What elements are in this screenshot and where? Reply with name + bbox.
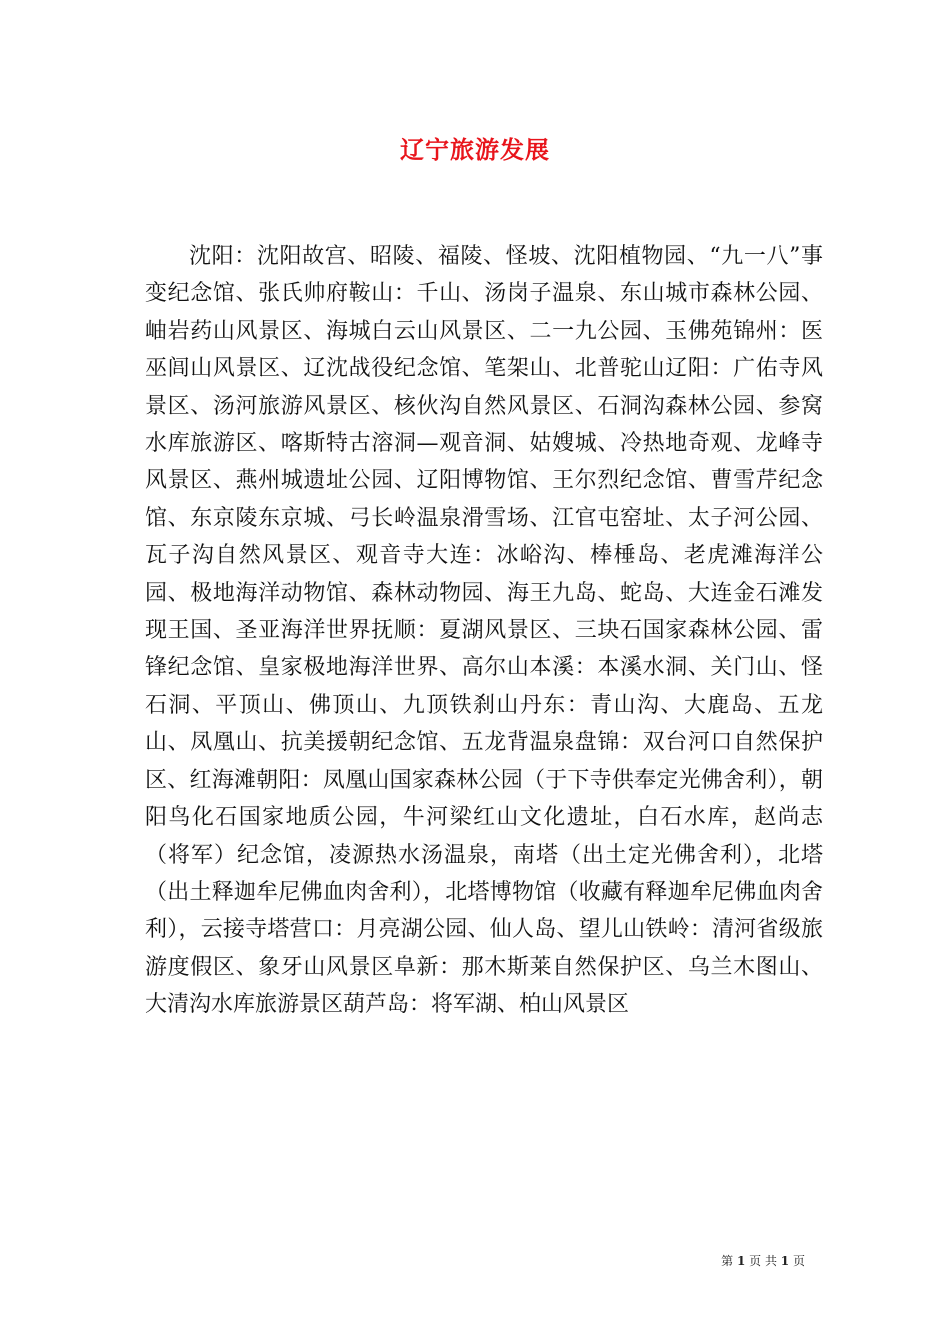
footer-total-pages: 1: [780, 1254, 790, 1268]
footer-prefix: 第: [721, 1254, 734, 1268]
document-body-paragraph: 沈阳：沈阳故宫、昭陵、福陵、怪坡、沈阳植物园、“九一八”事变纪念馆、张氏帅府鞍山：千山、汤岗子温泉、东山城市森林公园、岫岩药山风景区、海城白云山风景区、二一九公园、玉佛苑锦州：医巫闾山风景区、辽沈战役纪念馆、笔架山、北普驼山辽阳：广佑寺风景区、汤河旅游风景区、核伙沟自然风景区、石洞沟森林公园、参窝水库旅游区、喀斯特古溶洞—观音洞、姑嫂城、冷热地奇观、龙峰寺风景区、燕州城遗址公园、辽阳博物馆、王尔烈纪念馆、曹雪芹纪念馆、东京陵东京城、弓长岭温泉滑雪场、江官屯窑址、太子河公园、瓦子沟自然风景区、观音寺大连：冰峪沟、棒棰岛、老虎滩海洋公园、极地海洋动物馆、森林动物园、海王九岛、蛇岛、大连金石滩发现王国、圣亚海洋世界抚顺：夏湖风景区、三块石国家森林公园、雷锋纪念馆、皇家极地海洋世界、高尔山本溪：本溪水洞、关门山、怪石洞、平顶山、佛顶山、九顶铁刹山丹东：青山沟、大鹿岛、五龙山、凤凰山、抗美援朝纪念馆、五龙背温泉盘锦：双台河口自然保护区、红海滩朝阳：凤凰山国家森林公园（于下寺供奉定光佛舍利），朝阳鸟化石国家地质公园，牛河梁红山文化遗址，白石水库，赵尚志（将军）纪念馆，凌源热水汤温泉，南塔（出土定光佛舍利），北塔（出土释迦牟尼佛血肉舍利），北塔博物馆（收藏有释迦牟尼佛血肉舍利），云接寺塔营口：月亮湖公园、仙人岛、望儿山铁岭：清河省级旅游度假区、象牙山风景区阜新：那木斯莱自然保护区、乌兰木图山、大清沟水库旅游景区葫芦岛：将军湖、柏山风景区: [145, 244, 823, 1018]
document-title: 辽宁旅游发展: [400, 135, 550, 164]
page-footer: [721, 1252, 805, 1269]
footer-suffix: 页: [792, 1254, 805, 1268]
footer-current-page: 1: [736, 1254, 746, 1268]
footer-middle: 页 共: [749, 1254, 777, 1268]
